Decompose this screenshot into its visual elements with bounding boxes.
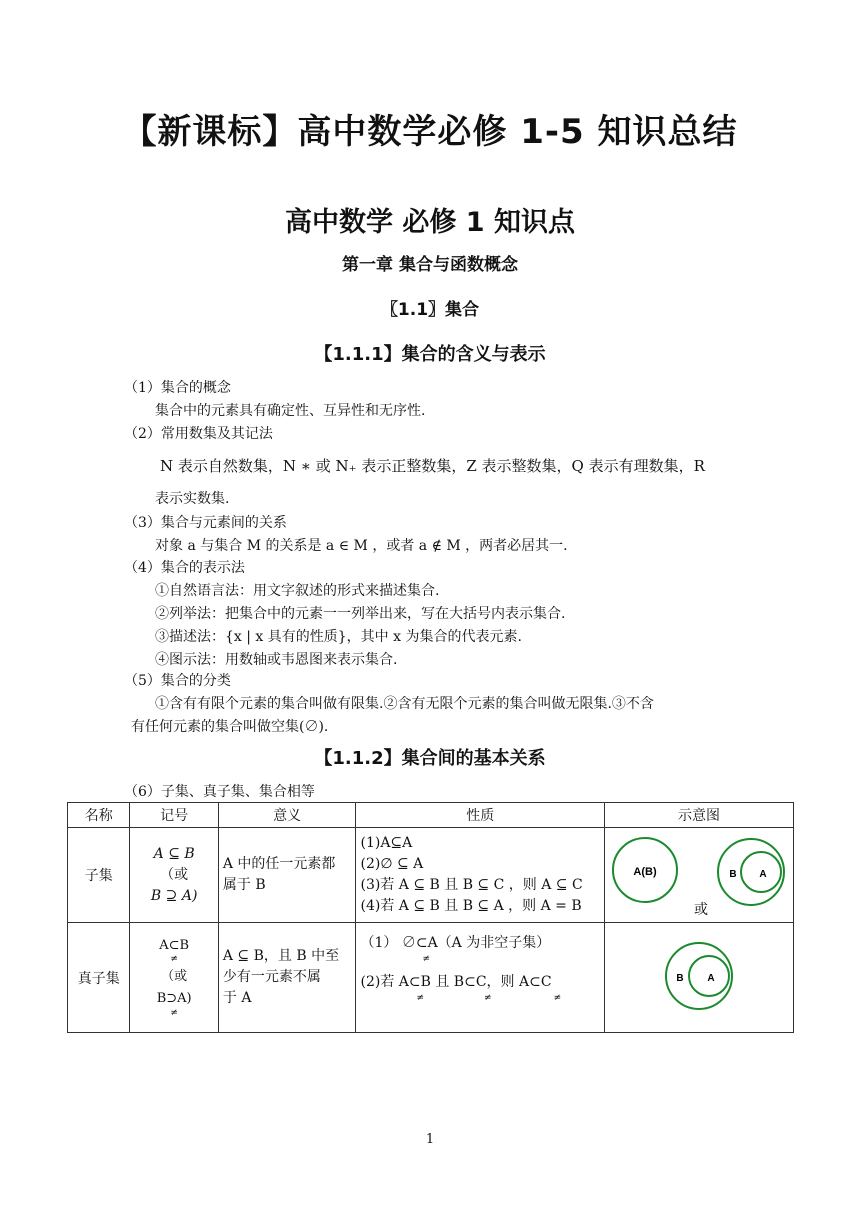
table-header-row [68, 803, 794, 828]
row1-property-line: (4)若 A ⊆ B 且 B ⊆ A ，则 A = B [360, 898, 582, 914]
row2-neq-mark: ≠ [422, 954, 431, 964]
neq-mark: ≠ [416, 993, 425, 1003]
label-or: 或 [694, 902, 708, 916]
header-meaning: 意义 [218, 803, 356, 828]
header-name: 名称 [68, 803, 130, 828]
table-row [68, 828, 794, 923]
row1-notation-line: （或 [160, 866, 189, 883]
item-4-c: ③描述法：{x | x 具有的性质}，其中 x 为集合的代表元素. [155, 629, 522, 645]
item-4-title: （4）集合的表示法 [124, 560, 245, 576]
row1-property-line: (1)A⊆A [360, 835, 413, 851]
row1-diagram [605, 828, 794, 923]
row2-name: 真子集 [68, 923, 130, 1033]
row1-notation-line: B ⊇ A) [150, 887, 198, 904]
row1-meaning-line: A 中的任一元素都 [222, 856, 336, 872]
row1-name: 子集 [68, 828, 130, 923]
table-row [68, 923, 794, 1033]
row1-meaning-line: 属于 B [222, 877, 266, 893]
item-6-title: （6）子集、真子集、集合相等 [124, 784, 315, 800]
row2-notation-line: B⊃A) [156, 990, 192, 1006]
row2-meaning-line: A ⊆ B，且 B 中至 [222, 948, 340, 964]
page-number: 1 [425, 1132, 435, 1147]
venn-proper-subset-diagram [654, 936, 744, 1016]
label-b: B [729, 869, 737, 880]
label-b: B [676, 972, 684, 984]
row1-property-line: (2)∅ ⊆ A [360, 856, 424, 872]
row1-meaning [218, 828, 356, 923]
item-3-body: 对象 a 与集合 M 的关系是 a ∈ M ，或者 a ∉ M ，两者必居其一. [155, 538, 568, 554]
venn-subset-diagram [609, 830, 789, 916]
row2-properties [356, 923, 605, 1033]
row2-meaning-line: 少有一元素不属 [222, 969, 321, 985]
header-notation: 记号 [130, 803, 218, 828]
item-4-b: ②列举法：把集合中的元素一一列举出来，写在大括号内表示集合. [155, 606, 566, 622]
subsection-title-1: 【1.1.1】集合的含义与表示 [314, 344, 546, 365]
item-4-d: ④图示法：用数轴或韦恩图来表示集合. [155, 652, 398, 668]
row2-property-line: (2)若 A⊂B 且 B⊂C，则 A⊂C [360, 974, 552, 990]
label-a: A [759, 869, 767, 880]
item-5-body-b: 有任何元素的集合叫做空集(∅). [131, 719, 329, 735]
document-title: 【新课标】高中数学必修 1-5 知识总结 [122, 112, 738, 152]
item-1-title: （1）集合的概念 [124, 380, 231, 396]
chapter-title: 第一章 集合与函数概念 [342, 255, 518, 275]
label-ab: A(B) [633, 866, 657, 878]
header-diagram: 示意图 [605, 803, 794, 828]
row2-notation-neq: ≠ [170, 1007, 178, 1018]
section-title: 〖1.1〗集合 [380, 300, 480, 320]
circle-b [718, 839, 784, 905]
item-2-body-b: 表示实数集. [155, 491, 230, 507]
neq-mark: ≠ [553, 993, 562, 1003]
item-5-title: （5）集合的分类 [124, 673, 231, 689]
item-2-body-a: N 表示自然数集，N ∗ 或 N₊ 表示正整数集，Z 表示整数集，Q 表示有理数集，R [160, 457, 705, 475]
label-a: A [707, 972, 715, 984]
row2-meaning-line: 于 A [222, 990, 252, 1006]
header-properties: 性质 [356, 803, 605, 828]
row2-notation-neq: ≠ [170, 953, 178, 964]
item-2-title: （2）常用数集及其记法 [124, 426, 273, 442]
row1-notation-line: A ⊆ B [153, 845, 195, 862]
item-4-a: ①自然语言法：用文字叙述的形式来描述集合. [155, 583, 440, 599]
row2-notation [130, 923, 218, 1033]
item-5-body-a: ①含有有限个元素的集合叫做有限集.②含有无限个元素的集合叫做无限集.③不含 [155, 696, 654, 712]
row1-notation [130, 828, 218, 923]
row1-property-line: (3)若 A ⊆ B 且 B ⊆ C ，则 A ⊆ C [360, 877, 583, 893]
row2-neq-marks [360, 993, 600, 1003]
row2-property-line: （1） ∅⊂A（A 为非空子集） [360, 935, 551, 951]
row2-diagram [605, 923, 794, 1033]
set-relations-table [67, 802, 794, 1033]
subsection-title-2: 【1.1.2】集合间的基本关系 [314, 748, 546, 769]
neq-mark: ≠ [484, 993, 492, 1003]
row2-notation-line: （或 [161, 968, 188, 984]
row1-properties [356, 828, 605, 923]
row2-notation-line: A⊂B [159, 937, 190, 953]
item-3-title: （3）集合与元素间的关系 [124, 515, 287, 531]
book-title: 高中数学 必修 1 知识点 [285, 207, 575, 238]
item-1-body: 集合中的元素具有确定性、互异性和无序性. [155, 403, 426, 419]
row2-meaning [218, 923, 356, 1033]
